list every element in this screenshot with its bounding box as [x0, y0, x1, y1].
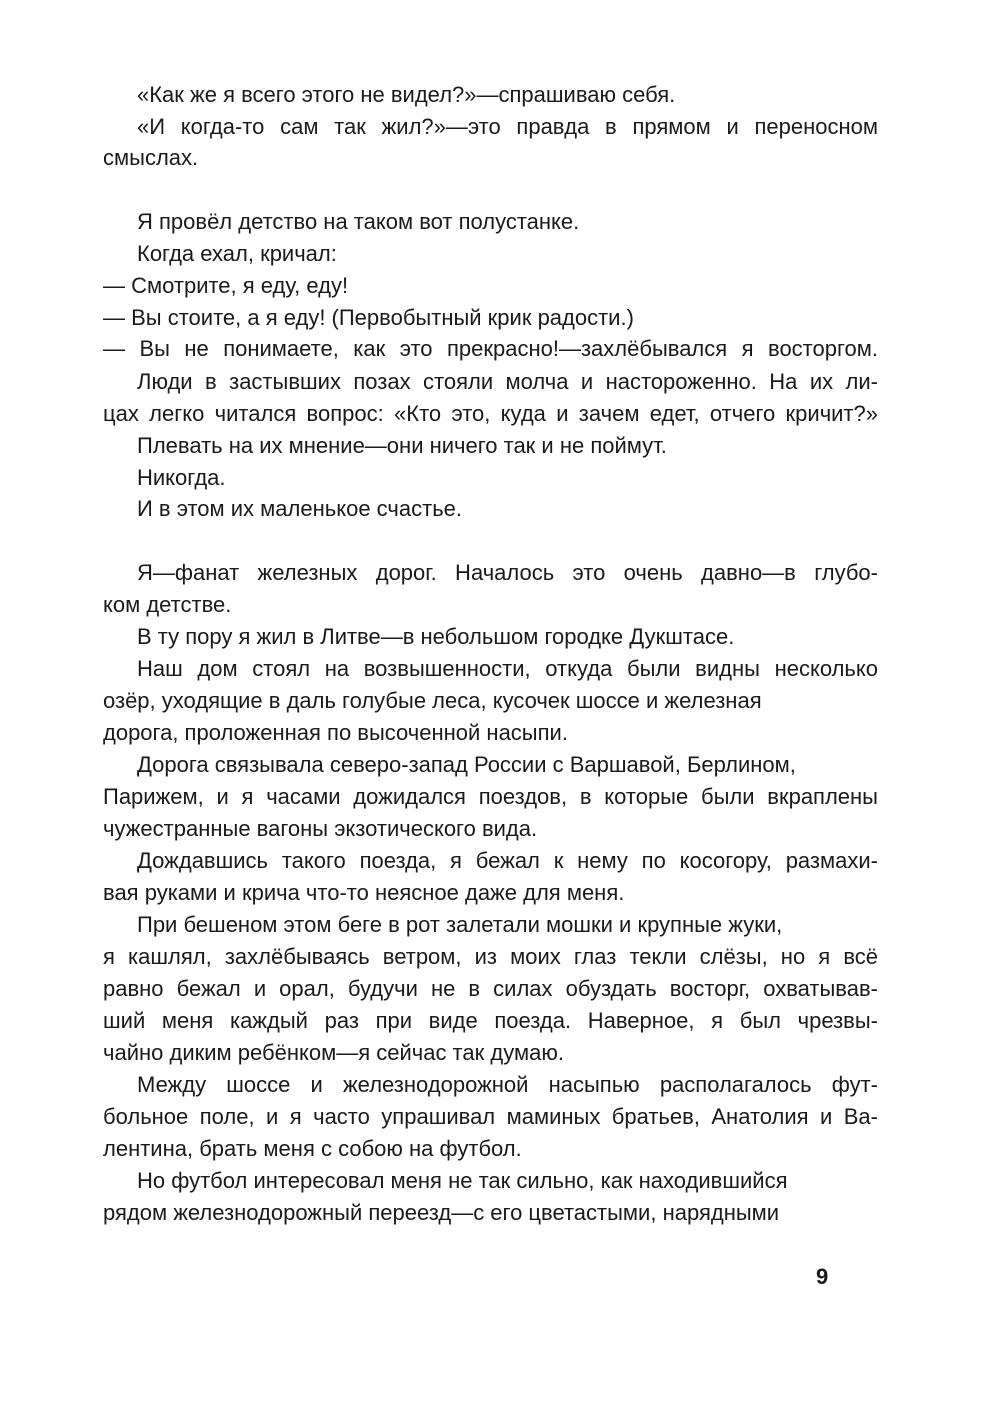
page-number: 9 — [816, 1264, 829, 1289]
text-line: Я провёл детство на таком вот полустанке. — [137, 209, 580, 234]
text-line: больное поле, и я часто упрашивал маминых братьев, Анатолия и Ва- — [103, 1104, 878, 1129]
text-line: Но футбол интересовал меня не так сильно, как находившийся — [137, 1168, 788, 1193]
text-line: В ту пору я жил в Литве—в небольшом городке Дукштасе. — [137, 624, 735, 649]
text-line: ший меня каждый раз при виде поезда. Наверное, я был чрезвы- — [103, 1008, 878, 1033]
text-line: При бешеном этом беге в рот залетали мошки и крупные жуки, — [137, 912, 783, 937]
text-line: «И когда-то сам так жил?»—это правда в прямом и переносном — [137, 114, 878, 139]
text-line: Когда ехал, кричал: — [137, 241, 337, 266]
text-line: чужестранные вагоны экзотического вида. — [103, 816, 538, 841]
text-line: — Вы не понимаете, как это прекрасно!—захлёбывался я восторгом. — [103, 336, 878, 361]
text-line: Никогда. — [137, 465, 226, 490]
text-line: вая руками и крича что-то неясное даже для меня. — [103, 880, 625, 905]
text-line: Дождавшись такого поезда, я бежал к нему по косогору, размахи- — [137, 848, 878, 873]
text-line: я кашлял, захлёбываясь ветром, из моих глаз текли слёзы, но я всё — [103, 944, 878, 969]
text-line: Дорога связывала северо-запад России с Варшавой, Берлином, — [137, 752, 796, 777]
text-line: лентина, брать меня с собою на футбол. — [103, 1136, 522, 1161]
text-line: озёр, уходящие в даль голубые леса, кусочек шоссе и железная — [103, 688, 762, 713]
text-line: И в этом их маленькое счастье. — [137, 496, 463, 521]
text-line: Между шоссе и железнодорожной насыпью располагалось фут- — [137, 1072, 878, 1097]
text-line: — Смотрите, я еду, еду! — [103, 273, 349, 298]
text-line: цах легко читался вопрос: «Кто это, куда и зачем едет, отчего кричит?» — [103, 401, 878, 426]
text-line: Люди в застывших позах стояли молча и настороженно. На их ли- — [137, 369, 878, 394]
text-line: рядом железнодорожный переезд—с его цветастыми, нарядными — [103, 1200, 780, 1225]
text-line: Я—фанат железных дорог. Началось это очень давно—в глубо- — [137, 560, 878, 585]
text-line: «Как же я всего этого не видел?»—спрашиваю себя. — [137, 82, 676, 107]
text-line: дорога, проложенная по высоченной насыпи. — [103, 720, 568, 745]
text-line: Парижем, и я часами дожидался поездов, в которые были вкраплены — [103, 784, 878, 809]
text-line: — Вы стоите, а я еду! (Первобытный крик радости.) — [103, 305, 634, 330]
text-line: Наш дом стоял на возвышенности, откуда были видны несколько — [137, 656, 878, 681]
text-line: смыслах. — [103, 145, 199, 170]
text-line: Плевать на их мнение—они ничего так и не поймут. — [137, 433, 667, 458]
text-line: чайно диким ребёнком—я сейчас так думаю. — [103, 1040, 564, 1065]
text-line: равно бежал и орал, будучи не в силах обуздать восторг, охватывав- — [103, 976, 878, 1001]
text-line: ком детстве. — [103, 592, 232, 617]
